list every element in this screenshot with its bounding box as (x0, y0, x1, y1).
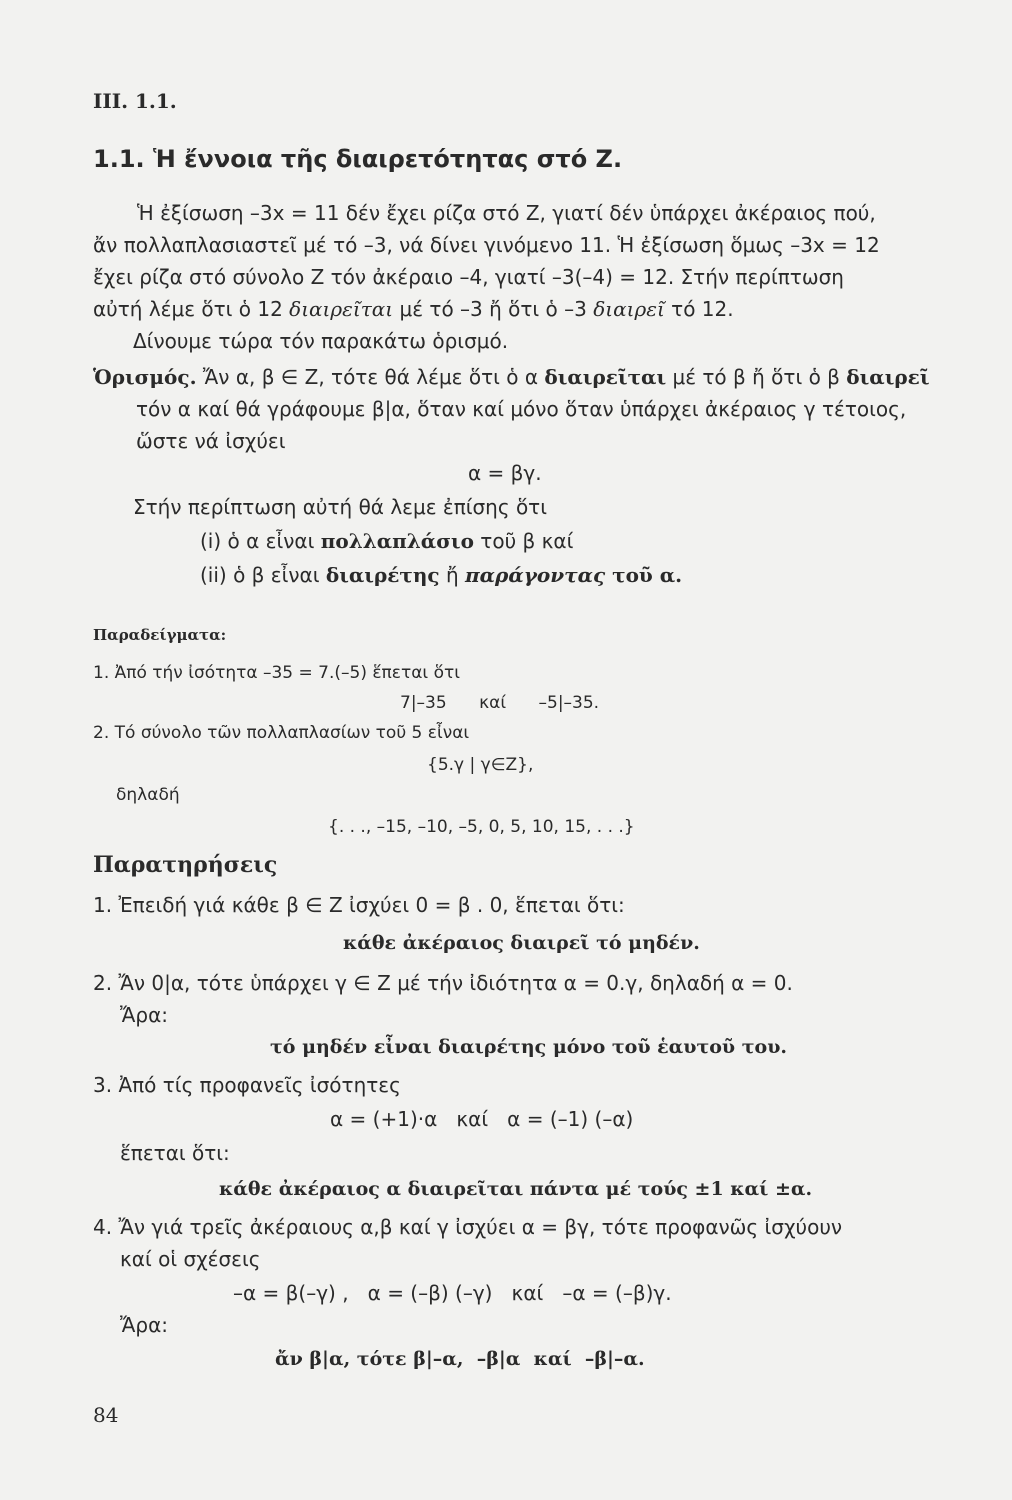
item-i-bold: πολλαπλάσιο (320, 529, 474, 553)
remark-3-formula: α = (+1)·α καί α = (–1) (–α) (330, 1107, 634, 1131)
definition-line-3: ὥστε νά ἰσχύει (136, 429, 286, 453)
definition-l1-c: μέ τό β ἤ ὅτι ὁ β (666, 365, 847, 389)
remark-2-conclusion: τό μηδέν εἶναι διαιρέτης μόνο τοῦ ἑαυτοῦ του. (270, 1036, 787, 1058)
remark-3-then: ἕπεται ὅτι: (120, 1141, 230, 1165)
remark-1-conclusion: κάθε ἀκέραιος διαιρεῖ τό μηδέν. (343, 932, 700, 954)
section-reference: III. 1.1. (93, 89, 177, 113)
emph-diairei: διαιρεῖ (593, 297, 665, 321)
item-ii-e: τοῦ α. (605, 563, 683, 587)
example-2-line-1: 2. Τό σύνολο τῶν πολλαπλασίων τοῦ 5 εἶναι (93, 723, 470, 743)
example-1-line-2: 7|–35 καί –5|–35. (400, 693, 600, 713)
emph-diaireitai: διαιρεῖται (289, 297, 394, 321)
intro-line-4-part-a: αὐτή λέμε ὅτι ὁ 12 (93, 297, 290, 321)
definition-item-ii (200, 562, 682, 588)
definition-line-1 (93, 364, 930, 390)
intro-line-1: Ἡ ἐξίσωση –3x = 11 δέν ἔχει ρίζα στό Z, γιατί δέν ὑπάρχει ἀκέραιος πού, (137, 201, 876, 225)
example-1-line-1: 1. Ἀπό τήν ἰσότητα –35 = 7.(–5) ἕπεται ὅτι (93, 663, 460, 683)
intro-line-5: Δίνουμε τώρα τόν παρακάτω ὁρισμό. (133, 329, 509, 353)
intro-line-4-part-c: μέ τό –3 ἤ ὅτι ὁ –3 (393, 297, 594, 321)
page-number: 84 (93, 1403, 119, 1427)
definition-label: Ὁρισμός. (93, 365, 197, 389)
remark-3: 3. Ἀπό τίς προφανεῖς ἰσότητες (93, 1073, 401, 1097)
examples-heading: Παραδείγματα: (93, 626, 227, 644)
intro-line-3: ἔχει ρίζα στό σύνολο Z τόν ἀκέραιο –4, γιατί –3(–4) = 12. Στήν περίπτωση (93, 265, 844, 289)
item-ii-c: ἤ (439, 563, 465, 587)
item-i-a: (i) ὁ α εἶναι (200, 529, 321, 553)
definition-item-i (200, 528, 573, 554)
remark-4-line-2: καί οἱ σχέσεις (120, 1247, 261, 1271)
remark-2-ara: Ἄρα: (120, 1003, 168, 1027)
item-ii-bold-diairetis: διαιρέτης (325, 563, 440, 587)
definition-l1-a: Ἄν α, β ∈ Z, τότε θά λέμε ὅτι ὁ α (196, 365, 545, 389)
definition-formula: α = βγ. (468, 461, 542, 485)
remark-3-conclusion: κάθε ἀκέραιος α διαιρεῖται πάντα μέ τούς ±1 καί ±α. (219, 1178, 813, 1200)
remark-4-conclusion: ἄν β|α, τότε β|–α, –β|α καί –β|–α. (275, 1348, 645, 1370)
remark-2: 2. Ἄν 0|α, τότε ὑπάρχει γ ∈ Z μέ τήν ἰδιότητα α = 0.γ, δηλαδή α = 0. (93, 971, 793, 995)
intro-line-2: ἄν πολλαπλασιαστεῖ μέ τό –3, νά δίνει γινόμενο 11. Ἡ ἐξίσωση ὅμως –3x = 12 (93, 233, 880, 257)
example-2-dhladh: δηλαδή (116, 785, 180, 805)
remark-4-line-1: 4. Ἄν γιά τρεῖς ἀκέραιους α,β καί γ ἰσχύει α = βγ, τότε προφανῶς ἰσχύουν (93, 1215, 843, 1239)
example-2-set: {5.γ | γ∈Z}, (427, 755, 534, 775)
item-i-c: τοῦ β καί (473, 529, 574, 553)
item-ii-a: (ii) ὁ β εἶναι (200, 563, 326, 587)
remarks-heading: Παρατηρήσεις (93, 852, 278, 878)
definition-bold-diairei: διαιρεῖ (846, 365, 930, 389)
remark-4-ara: Ἄρα: (120, 1313, 168, 1337)
definition-line-2: τόν α καί θά γράφουμε β|α, ὅταν καί μόνο ὅταν ὑπάρχει ἀκέραιος γ τέτοιος, (136, 397, 907, 421)
intro-line-4-part-e: τό 12. (664, 297, 734, 321)
example-2-enumeration: {. . ., –15, –10, –5, 0, 5, 10, 15, . . .} (328, 817, 635, 837)
definition-bold-diaireitai: διαιρεῖται (544, 365, 667, 389)
item-ii-bold-paragontas: παράγοντας (464, 563, 606, 587)
intro-line-4 (93, 296, 734, 322)
remark-1: 1. Ἐπειδή γιά κάθε β ∈ Z ἰσχύει 0 = β . 0, ἕπεται ὅτι: (93, 893, 625, 917)
remark-4-formula: –α = β(–γ) , α = (–β) (–γ) καί –α = (–β)γ. (233, 1281, 672, 1305)
page-title: 1.1. Ἡ ἔννοια τῆς διαιρετότητας στό Z. (93, 145, 623, 173)
definition-line-4: Στήν περίπτωση αὐτή θά λεμε ἐπίσης ὅτι (133, 495, 547, 519)
